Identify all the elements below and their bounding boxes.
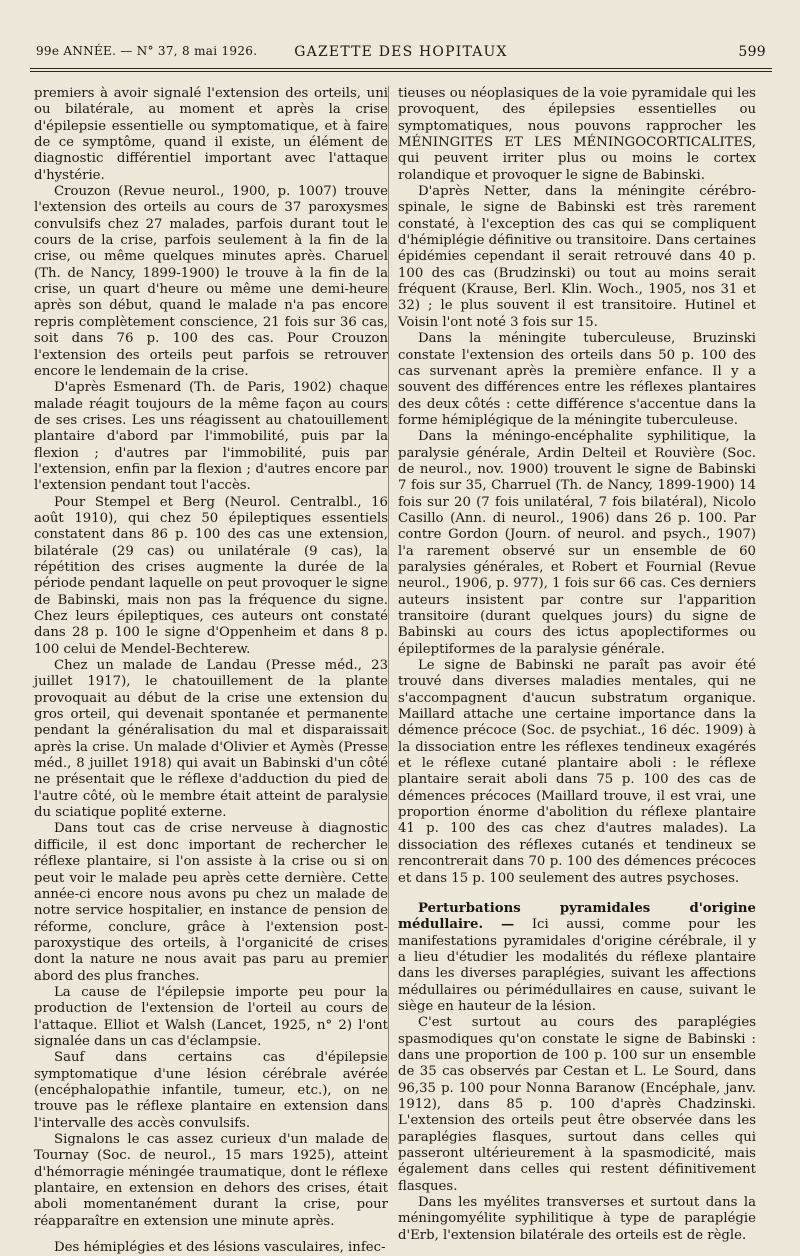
paragraph: La cause de l'épilepsie importe peu pour la production de l'extension de l'orteil au cours de l'attaque. Elliot et Walsh (Lancet, 1925, n° 2) l'ont signalée dans un cas d'éclampsie. [34,984,388,1049]
paragraph: Sauf dans certains cas d'épilepsie symptomatique d'une lésion cérébrale avérée (encéphalopathie infantile, tumeur, etc.), on ne trouve pas le réflexe plantaire en extension dans l'intervalle des accès convulsifs. [34,1050,388,1131]
paragraph: Chez un malade de Landau (Presse méd., 23 juillet 1917), le chatouillement de la plante provoquait au début de la crise une extension du gros orteil, qui devenait spontanée et permanente pendant la généralisation du mal et disparaissait après la crise. Un malade d'Olivier et Aymès (Presse méd., 8 juillet 1918) qui avait un Babinski d'un côté ne présentait que le réflexe d'adduction du pied de l'autre côté, où le membre était atteint de paralysie du sciatique poplité externe. [34,658,388,821]
paragraph: Dans tout cas de crise nerveuse à diagnostic difficile, il est donc important de rechercher le réflexe plantaire, si l'on assiste à la crise ou si on peut voir le malade peu après cette dernière. Cette année-ci encore nous avons pu chez un malade de notre service hospitalier, en instance de pension de réforme, conclure, grâce à l'extension post-paroxystique des orteils, à l'organicité de crises dont la nature ne nous avait pas paru au premier abord des plus franches. [34,821,388,984]
header-rule [30,68,772,69]
page-header [30,40,772,64]
paragraph: premiers à avoir signalé l'extension des orteils, uni ou bilatérale, au moment et après la crise d'épilepsie essentielle ou symptomatique, et à faire de ce symptôme, quand il existe, un élément de diagnostic différentiel important avec l'attaque d'hystérie. [34,86,388,183]
column-divider [388,86,389,1150]
header-rule-secondary [30,71,772,72]
paragraph: Pour Stempel et Berg (Neurol. Centralbl., 16 août 1910), qui chez 50 épileptiques essentiels constatent dans 86 p. 100 des cas une extension, bilatérale (29 cas) ou unilatérale (9 cas), la répétition des crises augmente la durée de la période pendant laquelle on peut provoquer le signe de Babinski, mais non pas la fréquence du signe. Chez leurs épileptiques, ces auteurs ont constaté dans 28 p. 100 le signe d'Oppenheim et dans 8 p. 100 celui de Mendel-Bechterew. [34,494,388,657]
paragraph: Dans les myélites transverses et surtout dans la méningomyélite syphilitique à type de paraplégie d'Erb, l'extension bilatérale des orteils est de règle. [398,1195,756,1243]
paragraph: Des hémiplégies et des lésions vasculaires, infec- [54,1240,386,1256]
page-number: 599 [738,44,766,60]
paragraph: D'après Netter, dans la méningite cérébro-spinale, le signe de Babinski est très rarement constaté, à l'exception des cas qui se compliquent d'hémiplégie définitive ou transitoire. Dans certaines épidémies cependant il serait retrouvé dans 40 p. 100 des cas (Brudzinski) ou tout au moins serait fréquent (Krause, Berl. Klin. Woch., 1905, nos 31 et 32) ; le plus souvent il est transitoire. Hutinel et Voisin l'ont noté 3 fois sur 15. [398,184,756,330]
left-column [34,86,388,1256]
paragraph: Crouzon (Revue neurol., 1900, p. 1007) trouve l'extension des orteils au cours de 37 paroxysmes convulsifs chez 27 malades, parfois durant tout le cours de la crise, parfois seulement à la fin de la crise, ou même quelques minutes après. Charuel (Th. de Nancy, 1899-1900) le trouve à la fin de la crise, un quart d'heure ou même une demi-heure après son début, quand le malade n'a pas encore repris complètement conscience, 21 fois sur 36 cas, soit dans 76 p. 100 des cas. Pour Crouzon l'extension des orteils peut parfois se retrouver encore le lendemain de la crise. [34,184,388,379]
paragraph: tieuses ou néoplasiques de la voie pyramidale qui les provoquent, des épilepsies essentielles ou symptomatiques, nous pouvons rapprocher les MÉNINGITES ET LES MÉNINGOCORTICALITES, qui peuvent irriter plus ou moins le cortex rolandique et provoquer le signe de Babinski. [398,86,756,183]
journal-title: GAZETTE DES HOPITAUX [294,44,508,60]
paragraph: C'est surtout au cours des paraplégies spasmodiques qu'on constate le signe de Babinski : dans une proportion de 100 p. 100 sur un ensemble de 35 cas observés par Cestan et L. Le Sourd, dans 96,35 p. 100 pour Nonna Baranow (Encéphale, janv. 1912), dans 85 p. 100 d'après Chadzinski. L'extension des orteils peut être observée dans les paraplégies flasques, surtout dans celles qui passeront ultérieurement à la spasmodicité, mais également dans celles qui restent définitivement flasques. [398,1015,756,1194]
paragraph: Dans la méningo-encéphalite syphilitique, la paralysie générale, Ardin Delteil et Rouvière (Soc. de neurol., nov. 1900) trouvent le signe de Babinski 7 fois sur 35, Charruel (Th. de Nancy, 1899-1900) 14 fois sur 20 (7 fois unilatéral, 7 fois bilatéral), Nicolo Casillo (Ann. di neurol., 1906) dans 26 p. 100. Par contre Gordon (Journ. of neurol. and psych., 1907) l'a rarement observé sur un ensemble de 60 paralysies générales, et Robert et Fournial (Revue neurol., 1906, p. 977), 1 fois sur 66 cas. Ces derniers auteurs insistent par contre sur l'apparition transitoire (durant quelques jours) du signe de Babinski au cours des ictus apoplectiformes ou épileptiformes de la paralysie générale. [398,429,756,657]
issue-line: 99e ANNÉE. — N° 37, 8 mai 1926. [36,44,258,58]
paragraph: Signalons le cas assez curieux d'un malade de Tournay (Soc. de neurol., 15 mars 1925), atteint d'hémorragie méningée traumatique, dont le réflexe plantaire, en extension en dehors des crises, était aboli momentanément durant la crise, pour réapparaître en extension une minute après. [34,1132,388,1229]
paragraph: Dans la méningite tuberculeuse, Bruzinski constate l'extension des orteils dans 50 p. 100 des cas survenant après la première enfance. Il y a souvent des différences entre les réflexes plantaires des deux côtés : cette différence s'accentue dans la forme hémiplégique de la méningite tuberculeuse. [398,331,756,428]
section-heading: Perturbations pyramidales d'origine médullaire. — [398,900,756,933]
paragraph: D'après Esmenard (Th. de Paris, 1902) chaque malade réagit toujours de la même façon au cours de ses crises. Les uns réagissent au chatouillement plantaire d'abord par l'immobilité, puis par la flexion ; d'autres par l'immobilité, puis par l'extension, enfin par la flexion ; d'autres encore par l'extension pendant tout l'accès. [34,380,388,494]
right-column [398,86,756,1244]
paragraph: Le signe de Babinski ne paraît pas avoir été trouvé dans diverses maladies mentales, qui ne s'accompagnent d'aucun substratum organique. Maillard attache une certaine importance dans la démence précoce (Soc. de psychiat., 16 déc. 1909) à la dissociation entre les réflexes tendineux exagérés et le réflexe cutané plantaire aboli : le réflexe plantaire serait aboli dans 75 p. 100 des cas de démences précoces (Maillard trouve, il est vrai, une proportion énorme d'abolition du réflexe plantaire 41 p. 100 des cas chez d'autres malades). La dissociation des réflexes cutanés et tendineux se rencontrerait dans 70 p. 100 des démences précoces et dans 15 p. 100 seulement des autres psychoses. [398,658,756,886]
section-paragraph: Perturbations pyramidales d'origine médullaire. — Ici aussi, comme pour les manifestations pyramidales d'origine cérébrale, il y a lieu d'étudier les modalités du réflexe plantaire dans les diverses paraplégies, suivant les affections médullaires ou périmédullaires en cause, suivant le siège en hauteur de la lésion. [398,900,756,1014]
